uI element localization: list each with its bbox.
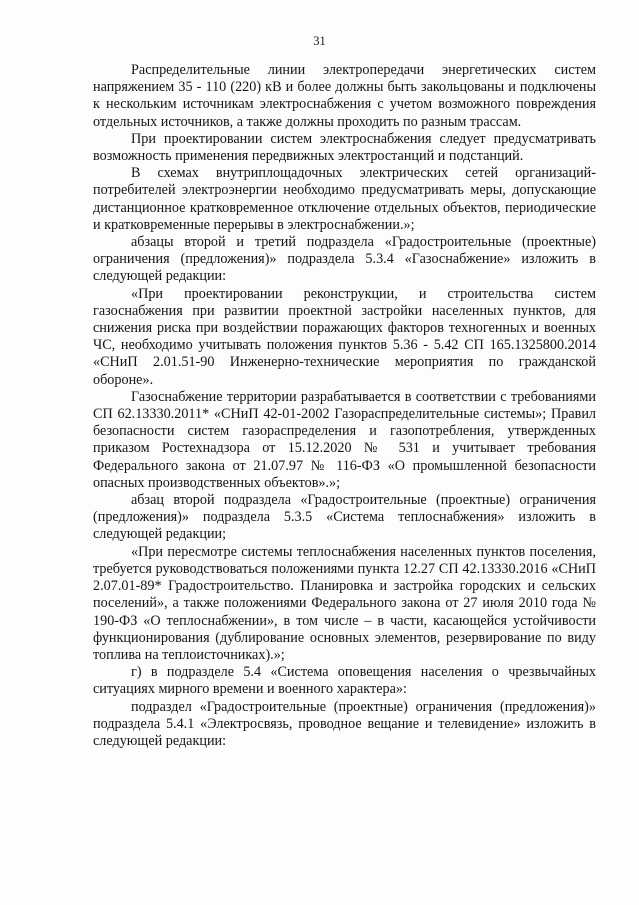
paragraph-gas-amendment-intro: абзацы второй и третий подраздела «Градостроительные (проектные) ограничения (предложения)» подраздела 5.3.4 «Газоснабжение» изложить в следующей редакции: [93,234,596,285]
document-body [93,62,596,750]
page-number: 31 [313,34,326,48]
paragraph-heat-amendment-intro: абзац второй подраздела «Градостроительные (проектные) ограничения (предложения)» подраздела 5.3.5 «Система теплоснабжения» изложить в следующей редакции; [93,492,596,543]
paragraph-telecom-amendment: подраздел «Градостроительные (проектные) ограничения (предложения)» подраздела 5.4.1 «Электросвязь, проводное вещание и телевидение» изложить в следующей редакции: [93,698,596,749]
paragraph-gas-supply: Газоснабжение территории разрабатывается в соответствии с требованиями СП 62.13330.2011* «СНиП 42-01-2002 Газораспределительные системы»; Правил безопасности систем газораспределения и газопотребления, утвержденных приказом Ростехнадзора от 15.12.2020 № 531 и учитывает требования Федерального закона от 21.07.97 № 116-ФЗ «О промышленной безопасности опасных производственных объектов».»; [93,388,596,491]
paragraph-heat-supply: «При пересмотре системы теплоснабжения населенных пунктов поселения, требуется руководствоваться положениями пункта 12.27 СП 42.13330.2016 «СНиП 2.07.01-89* Градостроительство. Планировка и застройка городских и сельских поселений», а также положениями Федерального закона от 27 июля 2010 года № 190-ФЗ «О теплоснабжении», в том числе – в части, касающейся устойчивости функционирования (дублирование основных элементов, резервирование по виду топлива на теплоисточниках).»; [93,543,596,663]
paragraph-power-lines: Распределительные линии электропередачи энергетических систем напряжением 35 - 110 (220) кВ и более должны быть закольцованы и подключены к нескольким источникам электроснабжения с учетом возможного повреждения отдельных источников, а также должны проходить по разным трассам. [93,62,596,130]
paragraph-warning-system: г) в подразделе 5.4 «Система оповещения населения о чрезвычайных ситуациях мирного времени и военного характера»: [93,664,596,698]
paragraph-gas-design: «При проектировании реконструкции, и строительства систем газоснабжения при развитии проектной застройки населенных пунктов, для снижения риска при воздействии поражающих факторов техногенных и военных ЧС, необходимо учитывать положения пунктов 5.36 - 5.42 СП 165.1325800.2014 «СНиП 2.01.51-90 Инженерно-технические мероприятия по гражданской обороне». [93,285,596,388]
paragraph-mobile-stations: При проектировании систем электроснабжения следует предусматривать возможность применения передвижных электростанций и подстанций. [93,130,596,165]
paragraph-onsite-networks: В схемах внутриплощадочных электрических сетей организаций-потребителей электроэнергии необходимо предусматривать меры, допускающие дистанционное кратковременное отключение отдельных объектов, периодические и кратковременные перерывы в электроснабжении.»; [93,165,596,233]
